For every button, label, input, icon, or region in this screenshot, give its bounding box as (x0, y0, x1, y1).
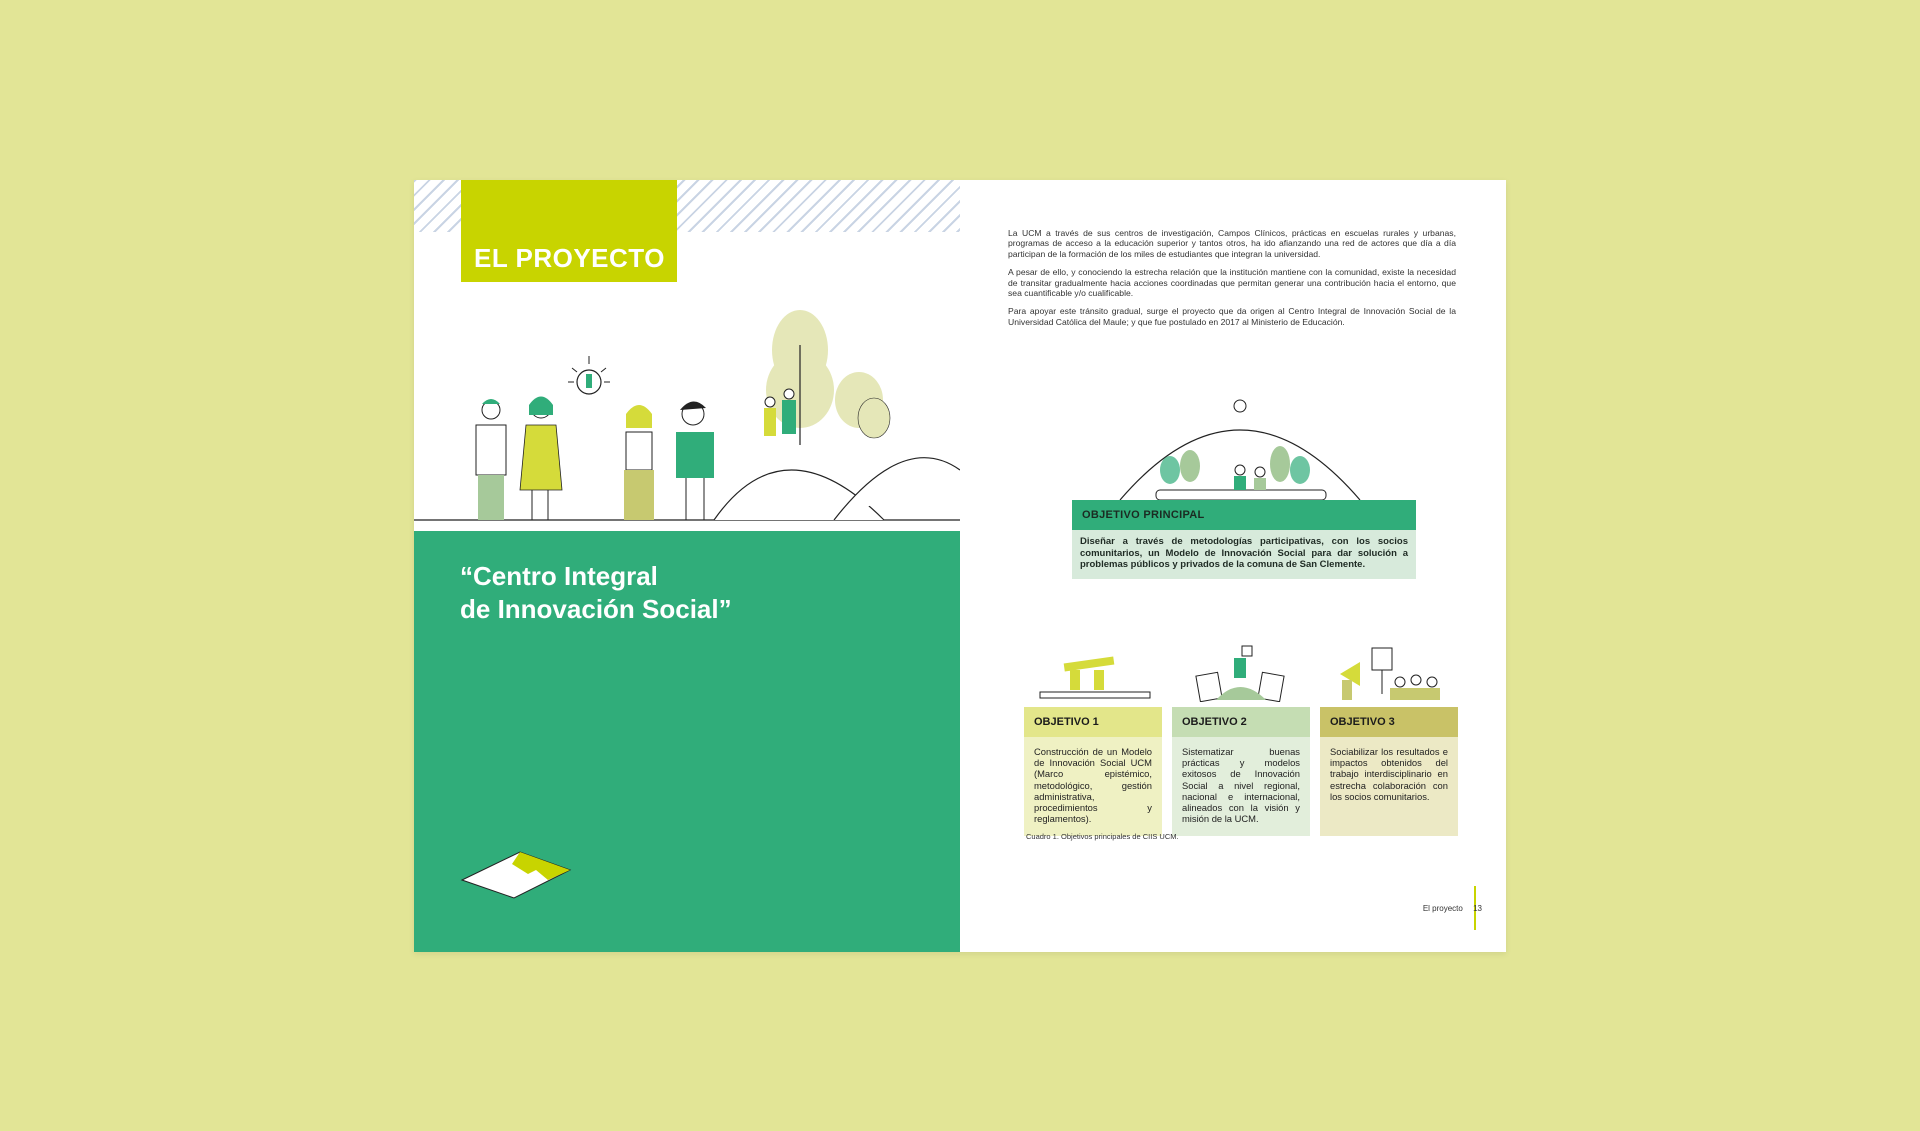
workers-icon (1024, 644, 1162, 702)
paragraph: Para apoyar este tránsito gradual, surge el proyecto que da origen al Centro Integral de Innovación Social de la Universidad Católica del Maule; y que fue postulado en 2017 al Ministerio de Educación. (1008, 306, 1456, 327)
section-title: EL PROYECTO (474, 243, 665, 273)
documents-icon (1172, 644, 1310, 702)
title-box (461, 180, 677, 282)
page-number: 13 (1473, 904, 1482, 913)
objetivo-3-text: Sociabilizar los resultados e impactos obtenidos del trabajo interdisciplinario en estrecha colaboración con los socios comunitarios. (1320, 737, 1458, 836)
objetivo-principal-text: Diseñar a través de metodologías participativas, con los socios comunitarios, un Modelo de Innovación Social para dar solución a problemas públicos y privados de la comuna de San Clemente. (1072, 530, 1416, 579)
quote-line-1: “Centro Integral (460, 561, 658, 591)
megaphone-icon (1320, 644, 1458, 702)
right-page (960, 180, 1506, 952)
intro-text (1008, 228, 1456, 335)
left-page (414, 180, 960, 952)
objetivo-card-1 (1024, 644, 1162, 836)
objetivo-3-title: OBJETIVO 3 (1320, 707, 1458, 737)
people-illustration (414, 290, 960, 530)
objetivo-card-3 (1320, 644, 1458, 836)
objetivo-principal-title: OBJETIVO PRINCIPAL (1072, 500, 1416, 530)
objetivo-1-text: Construcción de un Modelo de Innovación Social UCM (Marco epistémico, metodológico, gestión administrativa, procedimientos y reglamentos). (1024, 737, 1162, 836)
puzzle-icon (456, 840, 576, 900)
brochure-spread (414, 180, 1506, 952)
objetivo-1-title: OBJETIVO 1 (1024, 707, 1162, 737)
footer-label: El proyecto (1422, 904, 1463, 913)
quote-line-2: de Innovación Social” (460, 594, 732, 624)
page-footer (1423, 904, 1482, 913)
objetivo-2-title: OBJETIVO 2 (1172, 707, 1310, 737)
objetivo-principal-card (1072, 500, 1416, 579)
project-quote (460, 560, 880, 626)
objetivo-card-2 (1172, 644, 1310, 836)
table-caption: Cuadro 1. Objetivos principales de CIIS UCM. (1026, 832, 1179, 841)
paragraph: A pesar de ello, y conociendo la estrecha relación que la institución mantiene con la comunidad, existe la necesidad de transitar gradualmente hacia acciones coordinadas que permitan generar una contribución hacia el entorno, que sea cuantificable y/o cualificable. (1008, 267, 1456, 299)
paragraph: La UCM a través de sus centros de investigación, Campos Clínicos, prácticas en escuelas rurales y urbanas, programas de acceso a la educación superior y tantos otros, ha ido afianzando una red de actores que día a día participan de la formación de los miles de estudiantes que integran la universidad. (1008, 228, 1456, 259)
dome-illustration (1110, 390, 1370, 510)
objetivo-2-text: Sistematizar buenas prácticas y modelos exitosos de Innovación Social a nivel regional, nacional e internacional, alineados con la visión y misión de la UCM. (1172, 737, 1310, 836)
